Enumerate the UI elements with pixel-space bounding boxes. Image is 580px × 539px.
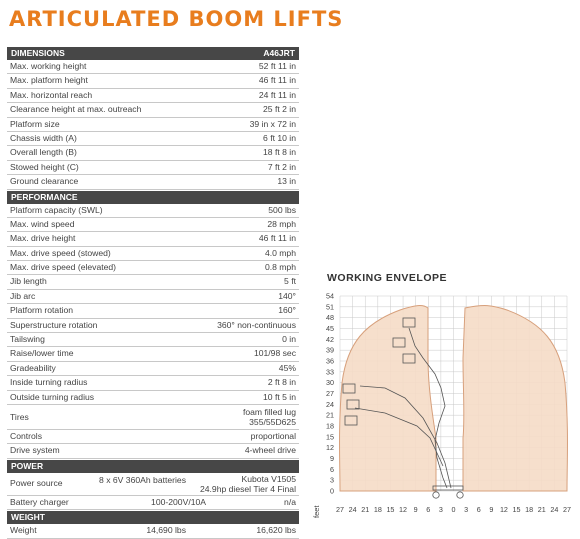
envelope-right-lobe — [463, 306, 568, 491]
spec-row — [7, 347, 299, 361]
spec-row-drive — [7, 444, 299, 458]
section-header-dimensions — [7, 46, 299, 60]
y-tick-label: 51 — [326, 302, 334, 312]
spec-row — [7, 290, 299, 304]
spec-value: 52 ft 11 in — [258, 61, 296, 71]
x-tick-label: 12 — [399, 505, 408, 514]
x-tick-label: 24 — [348, 505, 357, 514]
y-tick-label: 36 — [326, 356, 334, 366]
x-tick-label: 12 — [499, 505, 508, 514]
spec-value: 2 ft 8 in — [267, 377, 296, 388]
spec-label: Jib length — [10, 276, 47, 287]
section-label: WEIGHT — [11, 512, 45, 523]
spec-value: 18 ft 8 in — [263, 147, 296, 158]
spec-label: Platform rotation — [10, 305, 74, 316]
spec-value: 13 in — [277, 176, 296, 187]
diesel-line-1: Kubota V1505 — [241, 473, 296, 484]
diesel-value: 16,620 lbs — [256, 525, 296, 536]
spec-value: 10 ft 5 in — [263, 391, 296, 402]
spec-row — [7, 89, 299, 103]
spec-row — [7, 275, 299, 289]
electric-value: 100-200V/10A — [151, 496, 206, 507]
spec-row — [7, 175, 299, 189]
spec-value: 7 ft 2 in — [267, 161, 296, 172]
y-tick-label: 48 — [326, 313, 334, 323]
spec-label: Controls — [10, 430, 42, 441]
tires-line-1: foam filled lug — [242, 406, 296, 417]
x-tick-label: 9 — [489, 505, 494, 514]
spec-row-charger — [7, 496, 299, 510]
spec-label: Stowed height (C) — [10, 161, 79, 172]
spec-value — [66, 474, 296, 494]
spec-label: Inside turning radius — [10, 377, 88, 388]
y-tick-label: 9 — [330, 454, 334, 463]
page-title: ARTICULATED BOOM LIFTS — [9, 7, 344, 31]
section-label: POWER — [11, 460, 44, 471]
spec-label: Jib arc — [10, 290, 36, 301]
x-tick-label: 3 — [464, 505, 469, 514]
spec-value — [106, 524, 296, 537]
spec-label: Weight — [10, 525, 37, 536]
x-tick-label: 24 — [550, 505, 559, 514]
spec-label: Tailswing — [10, 334, 45, 345]
spec-value: 46 ft 11 in — [258, 75, 296, 86]
spec-value: 24 ft 11 in — [258, 89, 296, 100]
spec-value: 39 in x 72 in — [249, 118, 296, 129]
y-tick-label: 6 — [330, 464, 334, 474]
y-tick-label: 33 — [326, 367, 334, 377]
spec-value: 5 ft — [284, 276, 296, 287]
x-tick-label: 0 — [451, 505, 456, 514]
x-tick-label: 15 — [512, 505, 521, 514]
spec-row — [7, 118, 299, 132]
spec-label: Raise/lower time — [10, 348, 74, 359]
envelope-title: WORKING ENVELOPE — [327, 272, 448, 284]
spec-row-controls — [7, 430, 299, 444]
y-tick-label: 42 — [326, 334, 334, 344]
spec-row — [7, 103, 299, 117]
x-tick-label: 9 — [413, 505, 418, 514]
spec-label: Tires — [10, 411, 29, 422]
y-tick-label: 54 — [326, 291, 334, 301]
spec-row — [7, 204, 299, 218]
spec-value — [116, 496, 296, 509]
spec-label: Max. wind speed — [10, 218, 75, 229]
y-tick-label: 3 — [330, 475, 334, 485]
y-axis-unit: feet — [312, 505, 321, 518]
spec-value: 45% — [278, 362, 296, 373]
x-tick-label: 21 — [537, 505, 546, 514]
spec-row-power-source — [7, 473, 299, 496]
spec-row — [7, 304, 299, 318]
spec-label: Max. working height — [10, 61, 87, 71]
spec-label: Drive system — [10, 445, 60, 456]
spec-row — [7, 333, 299, 347]
spec-value: 140° — [278, 290, 296, 301]
section-label: PERFORMANCE — [11, 191, 78, 202]
spec-value: 0 in — [282, 334, 296, 345]
x-tick-label: 21 — [361, 505, 370, 514]
spec-row-weight — [7, 524, 299, 538]
spec-row — [7, 247, 299, 261]
wheel — [457, 492, 463, 498]
wheel — [433, 492, 439, 498]
y-tick-label: 0 — [330, 486, 334, 496]
spec-value: 160° — [278, 305, 296, 316]
spec-table — [7, 46, 299, 539]
spec-row — [7, 132, 299, 146]
spec-row — [7, 60, 299, 74]
x-tick-label: 15 — [386, 505, 395, 514]
spec-value: 0.8 mph — [264, 262, 296, 273]
y-axis-ticks — [326, 292, 334, 496]
x-axis-ticks — [336, 505, 571, 514]
section-header-power — [7, 459, 299, 473]
spec-label: Clearance height at max. outreach — [10, 104, 142, 115]
spec-row — [7, 362, 299, 376]
spec-row — [7, 161, 299, 175]
y-tick-label: 24 — [326, 399, 334, 409]
x-tick-label: 18 — [525, 505, 534, 514]
spec-row — [7, 74, 299, 88]
spec-value: 4-wheel drive — [244, 445, 296, 456]
electric-value: 8 x 6V 360Ah batteries — [99, 474, 186, 485]
spec-label: Max. horizontal reach — [10, 89, 93, 100]
spec-row — [7, 218, 299, 232]
spec-row-tires — [7, 405, 299, 430]
spec-label: Max. platform height — [10, 75, 88, 86]
spec-row — [7, 232, 299, 246]
spec-row — [7, 319, 299, 333]
spec-label: Max. drive height — [10, 233, 76, 244]
spec-label: Outside turning radius — [10, 391, 95, 402]
spec-value: 6 ft 10 in — [263, 132, 296, 143]
y-tick-label: 12 — [326, 443, 334, 453]
spec-row — [7, 261, 299, 275]
spec-label: Platform size — [10, 118, 60, 129]
spec-label: Max. drive speed (stowed) — [10, 247, 111, 258]
y-tick-label: 21 — [326, 410, 334, 420]
spec-value: 28 mph — [267, 218, 296, 229]
diesel-line-2: 24.9hp diesel Tier 4 Final — [199, 483, 296, 494]
y-tick-label: 39 — [326, 345, 334, 355]
electric-value: 14,690 lbs — [146, 525, 186, 536]
spec-label: Platform capacity (SWL) — [10, 204, 103, 215]
spec-row — [7, 391, 299, 405]
spec-value: 101/98 sec — [253, 348, 296, 359]
diesel-value: n/a — [284, 496, 296, 507]
working-envelope-diagram — [305, 288, 577, 520]
spec-value: 360° non-continuous — [217, 319, 296, 330]
tires-line-2: 355/55D625 — [249, 416, 296, 427]
x-tick-label: 3 — [438, 505, 443, 514]
y-tick-label: 27 — [326, 389, 334, 398]
spec-value: 46 ft 11 in — [258, 233, 296, 244]
y-tick-label: 18 — [326, 421, 334, 431]
spec-value: 500 lbs — [268, 204, 296, 215]
x-tick-label: 18 — [373, 505, 382, 514]
spec-value: proportional — [250, 430, 296, 441]
y-tick-label: 15 — [326, 432, 334, 442]
envelope-left-lobe — [340, 306, 437, 491]
spec-row — [7, 376, 299, 390]
chassis — [433, 486, 463, 490]
y-tick-label: 45 — [326, 324, 334, 333]
section-label: DIMENSIONS — [11, 48, 65, 58]
spec-label: Overall length (B) — [10, 147, 77, 158]
spec-label: Ground clearance — [10, 176, 79, 187]
spec-value: 4.0 mph — [264, 247, 296, 258]
spec-value: 25 ft 2 in — [263, 104, 296, 115]
section-header-performance — [7, 190, 299, 204]
spec-label: Gradeability — [10, 362, 56, 373]
model-label: A46JRT — [263, 48, 295, 58]
spec-value — [243, 407, 296, 427]
x-tick-label: 6 — [476, 505, 481, 514]
x-tick-label: 27 — [336, 505, 344, 514]
spec-label: Superstructure rotation — [10, 319, 98, 330]
x-tick-label: 27 — [563, 505, 571, 514]
x-tick-label: 6 — [426, 505, 431, 514]
spec-row — [7, 146, 299, 160]
diesel-value — [186, 474, 296, 494]
spec-label: Power source — [10, 478, 63, 489]
spec-label: Chassis width (A) — [10, 132, 77, 143]
section-header-weight — [7, 510, 299, 524]
spec-label: Battery charger — [10, 496, 69, 507]
y-tick-label: 30 — [326, 378, 334, 388]
spec-label: Max. drive speed (elevated) — [10, 262, 117, 273]
